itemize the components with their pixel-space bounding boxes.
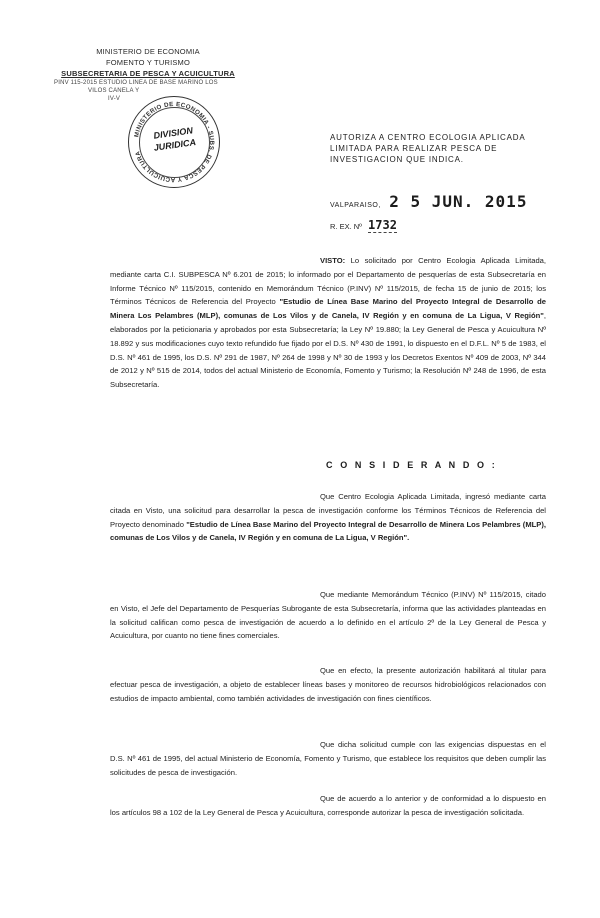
considerando-1-text: Que Centro Ecologia Aplicada Limitada, ingresó mediante carta citada en Visto, una solicitud para desarrollar la pesca de investigación conforme los Términos Técnicos de Referencia del Proyecto denominado [110,492,546,529]
rex-label: R. EX. Nº [330,222,362,231]
considerando-paragraph-5: Que de acuerdo a lo anterior y de conformidad a lo dispuesto en los artículos 98 a 102 de la Ley General de Pesca y Acuicultura, corresponde autorizar la pesca de investigación solicitada. [110,794,546,817]
visto-text-2: , elaborados por la peticionaria y aprobados por esta Subsecretaría; la Ley Nº 19.880; la Ley General de Pesca y Acuicultura Nº 18.892 y sus modificaciones cuyo texto refundido fue fijado por el D.S. Nº 430 de 1991, lo dispuesto en el D.F.L. Nº 5 de 1983, el D.S. Nº 461 de 1995, los D.S. Nº 291 de 1987, Nº 264 de 1998 y Nº 30 de 1993 y los Decretos Exentos Nº 409 de 2003, Nº 344 de 2012 y Nº 515 de 2014, todos del actual Ministerio de Economía, Fomento y Turismo; la Resolución Nº 248 de 1996, de esta Subsecretaría. [110,311,546,390]
resolution-date [330,192,527,211]
ministry-subline: FOMENTO Y TURISMO [105,58,191,67]
file-reference-line-2: VILOS CANELA Y [88,88,140,94]
considerando-paragraph-3: Que en efecto, la presente autorización habilitará al titular para efectuar pesca de investigación, a objeto de establecer líneas bases y monitoreo de recursos hidrobiológicos relacionados con estudios de impacto ambiental, como también actividades de investigación con fines científicos. [110,666,546,703]
rex-number: 1732 [368,218,397,232]
legal-division-stamp [128,96,220,188]
visto-label: VISTO: [320,256,346,265]
ministry-line: MINISTERIO DE ECONOMIA [96,47,200,56]
file-reference-line-3: IV-V [108,96,121,102]
considerando-paragraph-4: Que dicha solicitud cumple con las exigencias dispuestas en el D.S. Nº 461 de 1995, del actual Ministerio de Economía, Fomento y Turismo, que establece los requisitos que deben cumplir las solicitudes de pesca de investigación. [110,740,546,777]
stamp-division-label: DIVISION [152,125,194,141]
visto-paragraph [110,254,546,392]
considerando-heading: C O N S I D E R A N D O : [326,460,498,470]
considerando-paragraph-1 [110,490,546,545]
considerando-1-project: "Estudio de Línea Base Marino del Proyecto Integral de Desarrollo de Minera Los Pelambres (MLP), comunas de Los Vilos y de Canela, IV Región y en comuna de La Ligua, V Región". [110,519,546,543]
visto-project-name: "Estudio de Línea Base Marino del Proyecto Integral de Desarrollo de Minera Los Pelambres (MLP), comunas de Los Vilos y de Canela, IV Región y en comuna de La Ligua, V Región" [110,297,546,321]
visto-text-1: Lo solicitado por Centro Ecologia Aplicada Limitada, mediante carta C.I. SUBPESCA Nº 6.201 de 2015; lo informado por el Departamento de pesquerías de esta Subsecretaría en Informe Técnico Nº 115/2015, contenido en Memorándum Técnico (P.INV) Nº 115/2015, de fecha 15 de junio de 2015; los Términos Técnicos de Referencia del Proyecto [110,256,546,307]
resolution-title: AUTORIZA A CENTRO ECOLOGIA APLICADA LIMITADA PARA REALIZAR PESCA DE INVESTIGACION QUE INDICA. [330,133,526,164]
file-reference-line: PINV 115-2015 ESTUDIO LINEA DE BASE MARINO LOS [54,80,218,86]
considerando-paragraph-2: Que mediante Memorándum Técnico (P.INV) Nº 115/2015, citado en Visto, el Jefe del Departamento de Pesquerías Subrogante de esta Subsecretaría, informa que las actividades planteadas en la solicitud califican como pesca de investigación de acuerdo a lo definido en el artículo 2º de la Ley General de Pesca y Acuicultura, por cuanto no tiene fines comerciales. [110,590,546,641]
undersecretariat-line: SUBSECRETARIA DE PESCA Y ACUICULTURA [61,69,235,78]
letterhead [48,46,248,103]
stamp-juridica-label: JURIDICA [153,137,197,153]
date-value: 2 5 JUN. 2015 [389,192,528,211]
date-place: VALPARAISO, [330,202,381,209]
resolution-number [330,218,397,232]
stamp-ring-text: MINISTERIO DE ECONOMIA - SUBS. DE PESCA Y ACUICULTURA [133,100,216,184]
